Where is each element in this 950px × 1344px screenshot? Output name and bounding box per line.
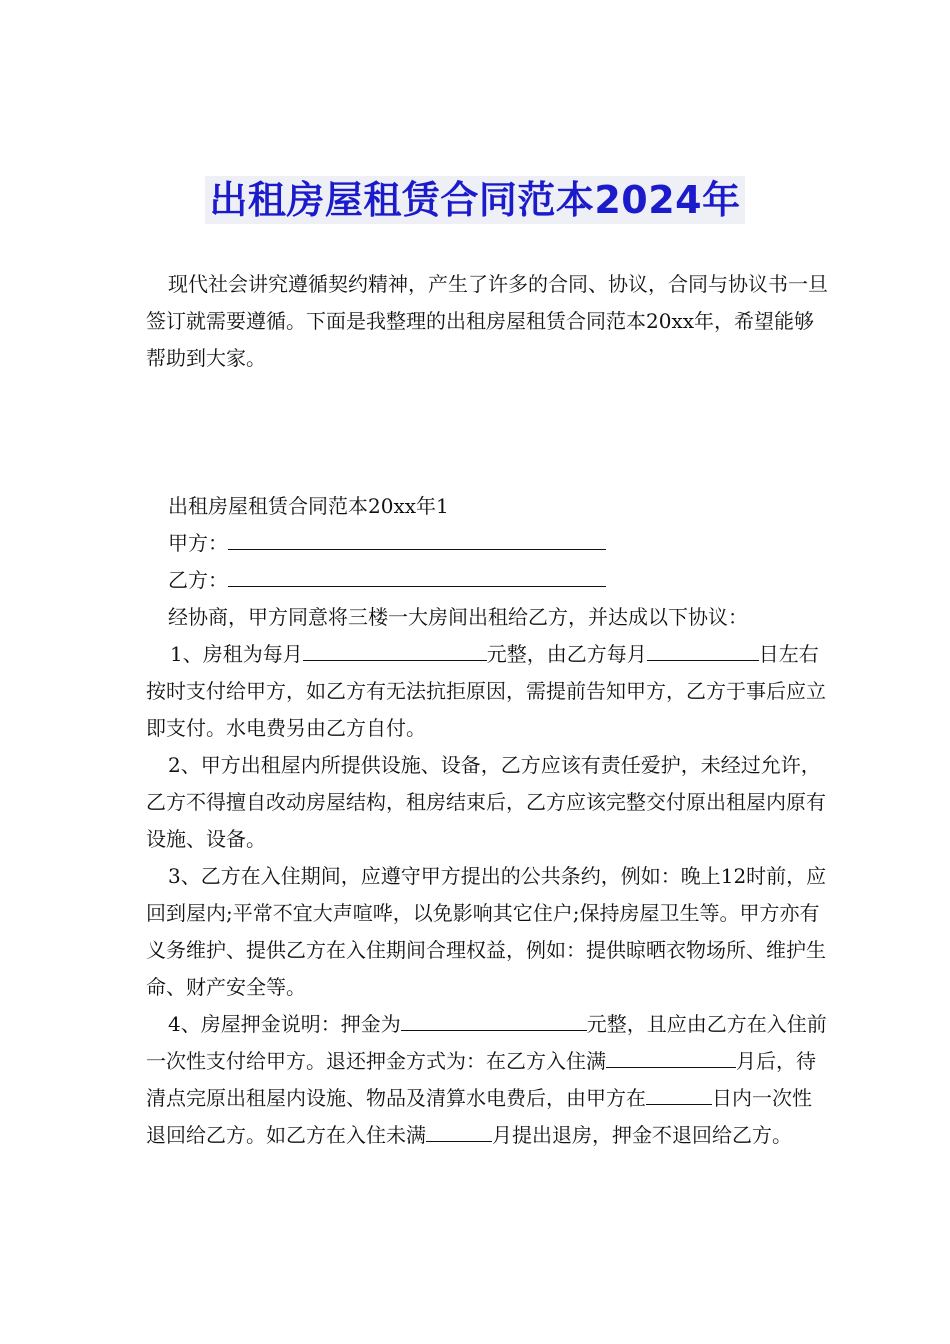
party-b-label: 乙方： bbox=[168, 568, 228, 592]
deposit-amount-blank bbox=[401, 1008, 587, 1031]
party-b-blank bbox=[228, 564, 606, 587]
clause-1-text-c: 日左右按时支付给甲方，如乙方有无法抗拒原因，需提前告知甲方，乙方于事后应立即支付。水电费另由乙方自付。 bbox=[146, 642, 826, 740]
clause-4-text-b: 元整，且应由乙方在入住前一次性支付给甲方。退还押金方式为：在乙方入住满 bbox=[146, 1012, 827, 1073]
party-a-label: 甲方： bbox=[168, 531, 228, 555]
clause-4-text-c: 月后，待清点完原出租屋内设施、物品及清算水电费后，由甲方在 bbox=[146, 1049, 816, 1110]
clause-3: 3、乙方在入住期间，应遵守甲方提出的公共条约，例如：晚上12时前，应回到屋内;平常不宜大声喧哗，以免影响其它住户;保持房屋卫生等。甲方亦有义务维护、提供乙方在入住期间合理权益，例如：提供晾晒衣物场所、维护生命、财产安全等。 bbox=[146, 864, 827, 999]
agreement-intro: 经协商，甲方同意将三楼一大房间出租给乙方，并达成以下协议： bbox=[168, 605, 748, 629]
payment-day-blank bbox=[647, 638, 759, 661]
clause-1-text-a: 1、房租为每月 bbox=[170, 642, 303, 666]
clause-2: 2、甲方出租屋内所提供设施、设备，乙方应该有责任爱护，未经过允许，乙方不得擅自改动房屋结构，租房结束后，乙方应该完整交付原出租屋内原有设施、设备。 bbox=[146, 753, 826, 851]
clause-4-text-d: 日内一次性退回给乙方。如乙方在入住未满 bbox=[146, 1086, 812, 1147]
clause-1-text-b: 元整，由乙方每月 bbox=[486, 642, 647, 666]
document-title: 出租房屋租赁合同范本2024年 bbox=[205, 176, 744, 224]
minimum-months-blank bbox=[426, 1119, 492, 1142]
party-a-line bbox=[146, 525, 852, 562]
title-container bbox=[0, 176, 950, 224]
intro-paragraph: 现代社会讲究遵循契约精神，产生了许多的合同、协议，合同与协议书一旦签订就需要遵循。下面是我整理的出租房屋租赁合同范本20xx年，希望能够帮助到大家。 bbox=[146, 272, 828, 370]
party-b-line bbox=[146, 562, 852, 599]
monthly-rent-blank bbox=[303, 638, 487, 661]
clause-4-text-a: 4、房屋押金说明：押金为 bbox=[168, 1012, 401, 1036]
party-a-blank bbox=[228, 527, 606, 550]
stay-months-blank bbox=[606, 1045, 736, 1068]
clause-4-text-e: 月提出退房，押金不退回给乙方。 bbox=[492, 1123, 792, 1147]
clause-1 bbox=[146, 636, 830, 747]
refund-days-blank bbox=[646, 1082, 712, 1105]
clause-4 bbox=[146, 1006, 830, 1154]
contract-heading: 出租房屋租赁合同范本20xx年1 bbox=[168, 494, 449, 518]
